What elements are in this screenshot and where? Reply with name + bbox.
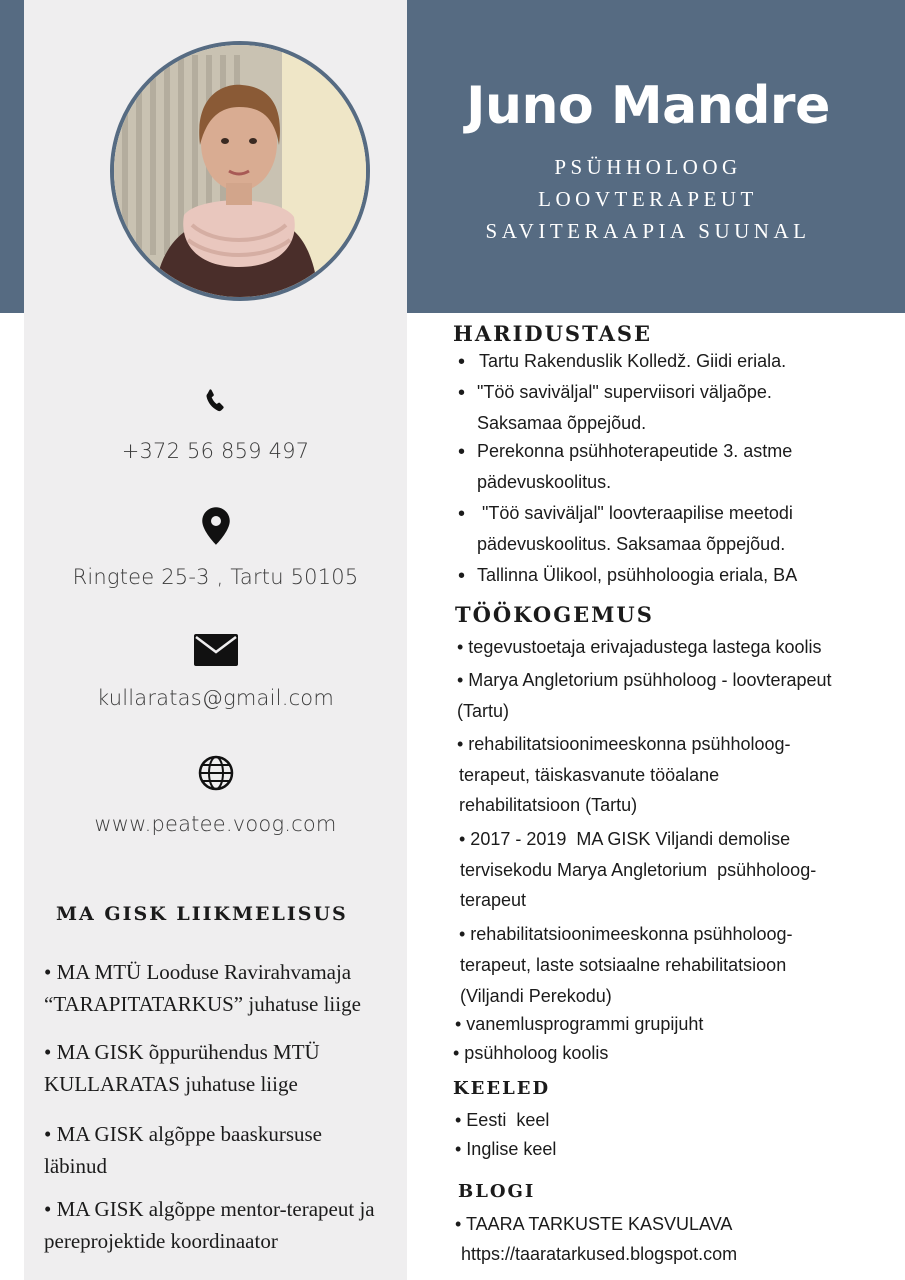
- blog-link[interactable]: https://taaratarkused.blogspot.com: [461, 1244, 738, 1264]
- education-item-text: pädevuskoolitus.: [477, 472, 612, 492]
- education-item-text: pädevuskoolitus. Saksamaa õppejõud.: [477, 534, 786, 554]
- phone-icon: [24, 383, 407, 424]
- experience-line: (Tartu): [457, 701, 510, 721]
- experience-line: terapeut, laste sotsiaalne rehabilitatsioon: [460, 955, 787, 975]
- education-item-text: Perekonna psühhoterapeutide 3. astme: [477, 441, 793, 461]
- education-item-text: "Töö saviväljal" loovteraapilise meetodi: [477, 503, 793, 523]
- role-title: SAVITERAAPIA SUUNAL: [485, 219, 811, 243]
- experience-line: terapeut: [460, 890, 527, 910]
- language-item: • Inglise keel: [455, 1139, 557, 1159]
- blog-title: BLOGI: [458, 1181, 536, 1202]
- education-item: •: [458, 565, 466, 587]
- experience-line: • rehabilitatsioonimeeskonna psühholoog-: [457, 734, 791, 754]
- education-item-text: Saksamaa õppejõud.: [477, 413, 647, 433]
- experience-line: tervisekodu Marya Angletorium psühholoog-: [460, 860, 817, 880]
- experience-line: rehabilitatsioon (Tartu): [459, 795, 638, 815]
- address: Ringtee 25-3 , Tartu 50105: [72, 565, 359, 589]
- language-item: • Eesti keel: [455, 1110, 550, 1130]
- location-pin-icon: [24, 507, 407, 550]
- education-item: •: [458, 441, 466, 463]
- education-item: •: [458, 382, 466, 404]
- email-link[interactable]: kullaratas@gmail.com: [96, 686, 335, 710]
- role-title: PSÜHHOLOOG: [554, 155, 742, 179]
- education-title: HARIDUSTASE: [453, 321, 653, 346]
- experience-line: • tegevustoetaja erivajadustega lastega koolis: [457, 637, 822, 657]
- membership-item: • MA MTÜ Looduse Ravirahvamaja “TARAPITATARKUS” juhatuse liige: [44, 960, 361, 1016]
- education-item-text: Tartu Rakenduslik Kolledž. Giidi eriala.: [479, 351, 787, 371]
- education-item-text: Tallinna Ülikool, psühholoogia eriala, BA: [477, 565, 798, 585]
- education-item: •: [458, 503, 466, 525]
- phone-number[interactable]: +372 56 859 497: [121, 439, 310, 463]
- experience-title: TÖÖKOGEMUS: [455, 602, 654, 627]
- experience-line: • vanemlusprogrammi grupijuht: [455, 1014, 704, 1034]
- education-item-text: "Töö saviväljal" superviisori väljaõpe.: [477, 382, 772, 402]
- experience-line: • 2017 - 2019 MA GISK Viljandi demolise: [459, 829, 791, 849]
- website-link[interactable]: www.peatee.voog.com: [94, 812, 337, 836]
- membership-title: MA GISK LIIKMELISUS: [56, 903, 348, 925]
- membership-item: • MA GISK algõppe baaskursuse läbinud: [44, 1122, 322, 1178]
- profile-photo: [110, 41, 370, 301]
- role-title: LOOVTERAPEUT: [538, 187, 758, 211]
- experience-line: terapeut, täiskasvanute tööalane: [459, 765, 720, 785]
- membership-item: • MA GISK õppurühendus MTÜ KULLARATAS juhatuse liige: [44, 1040, 320, 1096]
- languages-title: KEELED: [453, 1078, 551, 1099]
- experience-line: • psühholoog koolis: [453, 1043, 609, 1063]
- education-item: •: [458, 351, 466, 373]
- experience-line: (Viljandi Perekodu): [460, 986, 612, 1006]
- globe-icon: [24, 754, 407, 797]
- person-name: Juno Mandre: [466, 76, 830, 136]
- blog-name: • TAARA TARKUSTE KASVULAVA: [455, 1214, 733, 1234]
- experience-line: • Marya Angletorium psühholoog - loovterapeut: [457, 670, 832, 690]
- envelope-icon: [24, 632, 407, 673]
- membership-item: • MA GISK algõppe mentor-terapeut ja pereprojektide koordinaator: [44, 1197, 375, 1253]
- experience-line: • rehabilitatsioonimeeskonna psühholoog-: [459, 924, 793, 944]
